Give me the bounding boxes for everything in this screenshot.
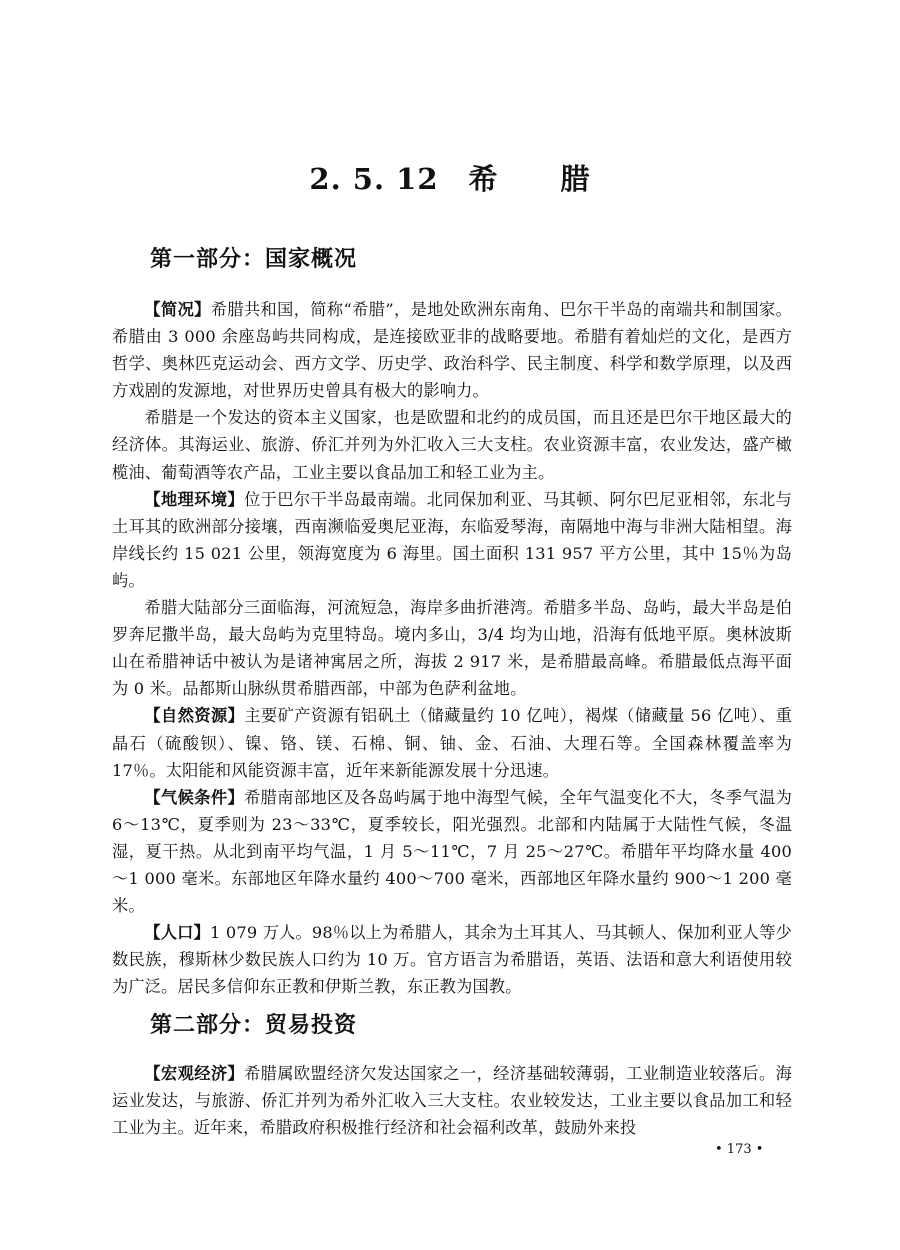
- section-heading-trade-investment: 第二部分：贸易投资: [150, 1013, 358, 1038]
- page-number: • 173 •: [715, 1142, 764, 1157]
- paragraph-natural-resources: [112, 702, 792, 783]
- paragraph-label: 【气候条件】: [144, 787, 245, 807]
- paragraph-text: 希腊共和国，简称“希腊”，是地处欧洲东南角、巴尔干半岛的南端共和制国家。希腊由 3 000 余座岛屿共同构成，是连接欧亚非的战略要地。希腊有着灿烂的文化，是西方哲学、奥林匹克运动会、西方文学、历史学、政治科学、民主制度、科学和数学原理，以及西方戏剧的发源地，对世界历史曾具有极大的影响力。: [112, 300, 792, 401]
- paragraph-text: 主要矿产资源有铝矾土（储藏量约 10 亿吨），褐煤（储藏量 56 亿吨）、重晶石（硫酸钡）、镍、铬、镁、石棉、铜、铀、金、石油、大理石等。全国森林覆盖率为 17％。太阳能和风能资源丰富，近年来新能源发展十分迅速。: [112, 706, 792, 780]
- section-body-trade-investment: [112, 1060, 792, 1141]
- paragraph-label: 【人口】: [144, 923, 210, 943]
- paragraph-text: 希腊是一个发达的资本主义国家，也是欧盟和北约的成员国，而且还是巴尔干地区最大的经济体。其海运业、旅游、侨汇并列为外汇收入三大支柱。农业资源丰富，农业发达，盛产橄榄油、葡萄酒等农产品，工业主要以食品加工和轻工业为主。: [112, 408, 792, 482]
- paragraph-terrain: [112, 594, 792, 702]
- paragraph-text: 位于巴尔干半岛最南端。北同保加利亚、马其顿、阿尔巴尼亚相邻，东北与土耳其的欧洲部分接壤，西南濒临爱奥尼亚海，东临爱琴海，南隔地中海与非洲大陆相望。海岸线长约 15 021 公里，领海宽度为 6 海里。国土面积 131 957 平方公里，其中 15％为岛屿。: [112, 489, 792, 590]
- paragraph-label: 【自然资源】: [144, 706, 245, 726]
- paragraph-text: 1 079 万人。98％以上为希腊人，其余为土耳其人、马其顿人、保加利亚人等少数民族，穆斯林少数民族人口约为 10 万。官方语言为希腊语，英语、法语和意大利语使用较为广泛。居民多信仰东正教和伊斯兰教，东正教为国教。: [112, 923, 792, 997]
- paragraph-economy-overview: [112, 404, 792, 485]
- chapter-number: 2. 5. 12: [309, 162, 439, 196]
- chapter-title-char-1: 希: [468, 162, 499, 196]
- paragraph-label: 【宏观经济】: [144, 1064, 245, 1083]
- paragraph-label: 【简况】: [144, 300, 211, 319]
- section-heading-country-overview: 第一部分：国家概况: [150, 247, 358, 272]
- paragraph-macro-economy: [112, 1060, 792, 1141]
- paragraph-geography: [112, 486, 792, 594]
- chapter-title: [0, 157, 900, 198]
- paragraph-text: 希腊南部地区及各岛屿属于地中海型气候，全年气温变化不大，冬季气温为 6～13℃，夏季则为 23～33℃，夏季较长，阳光强烈。北部和内陆属于大陆性气候，冬温湿，夏干热。从北到南平均气温，1 月 5～11℃，7 月 25～27℃。希腊年平均降水量 400～1 000 毫米。东部地区年降水量约 400～700 毫米，西部地区年降水量约 900～1 200 毫米。: [112, 787, 792, 916]
- paragraph-climate: [112, 784, 792, 919]
- paragraph-text: 希腊属欧盟经济欠发达国家之一，经济基础较薄弱，工业制造业较落后。海运业发达，与旅游、侨汇并列为希外汇收入三大支柱。农业较发达，工业主要以食品加工和轻工业为主。近年来，希腊政府积极推行经济和社会福利改革，鼓励外来投: [112, 1064, 792, 1138]
- paragraph-population: [112, 919, 792, 1000]
- paragraph-overview: [112, 296, 792, 404]
- chapter-title-char-2: 腊: [560, 162, 591, 196]
- section-body-country-overview: [112, 296, 792, 1000]
- paragraph-label: 【地理环境】: [144, 489, 245, 509]
- paragraph-text: 希腊大陆部分三面临海，河流短急，海岸多曲折港湾。希腊多半岛、岛屿，最大半岛是伯罗奔尼撒半岛，最大岛屿为克里特岛。境内多山，3/4 均为山地，沿海有低地平原。奥林波斯山在希腊神话中被认为是诸神寓居之所，海拔 2 917 米，是希腊最高峰。希腊最低点海平面为 0 米。品都斯山脉纵贯希腊西部，中部为色萨利盆地。: [112, 598, 792, 699]
